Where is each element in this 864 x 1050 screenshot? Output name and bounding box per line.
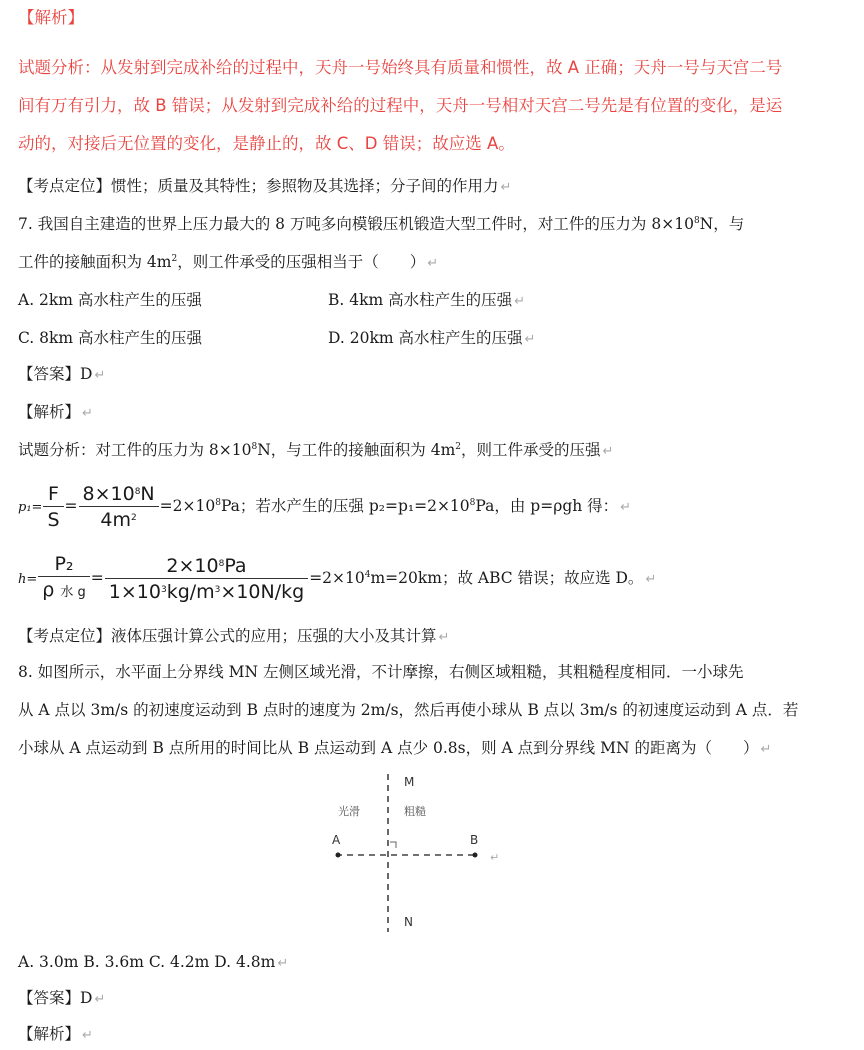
return-mark-icon: ↵ bbox=[645, 572, 657, 587]
q8-diagram bbox=[320, 770, 500, 940]
fraction-force-over-area: $\frac{8\times 10^8N}{4m^2}$ bbox=[79, 482, 159, 533]
analysis-text-line-3: 动的，对接后无位置的变化，是静止的，故 C、D 错误；故应选 A。 bbox=[18, 134, 515, 153]
return-mark-icon: ↵ bbox=[500, 180, 512, 195]
q7-stem-line-1: 7. 我国自主建造的世界上压力最大的 8 万吨多向模锻压机锻造大型工件时，对工件的压力为 $8\times 10^8N$，与 bbox=[18, 215, 745, 233]
q7-option-b: B. 4km 高水柱产生的压强 bbox=[328, 291, 513, 309]
return-mark-icon: ↵ bbox=[602, 444, 614, 459]
q7-option-c: C. 8km 高水柱产生的压强 bbox=[18, 329, 203, 347]
fraction-p2-over-rho-g: $\frac{\text{P₂}}{\text{ρ 水 g}}$ bbox=[38, 552, 90, 606]
knowledge-point-prev: 【考点定位】惯性；质量及其特性；参照物及其选择；分子间的作用力 ↵ bbox=[18, 177, 512, 195]
label-b: B bbox=[470, 833, 479, 847]
return-mark-icon: ↵ bbox=[94, 992, 106, 1007]
q8-options: A. 3.0m B. 3.6m C. 4.2m D. 4.8m ↵ bbox=[18, 953, 289, 971]
q8-stem-line-3: 小球从 A 点运动到 B 点所用的时间比从 B 点运动到 A 点少 0.8s，则 A 点到分界线 MN 的距离为（ ） ↵ bbox=[18, 739, 772, 757]
q8-analysis-heading: 【解析】 ↵ bbox=[18, 1025, 93, 1043]
return-mark-icon: ↵ bbox=[514, 294, 526, 309]
q8-answer: 【答案】D ↵ bbox=[18, 989, 106, 1007]
q7-formula-height: h= $\frac{\text{P₂}}{\text{ρ 水 g}}$ = $\frac{2\times 10^8Pa}{1\times 10^3kg/m^3\times 10N/kg}$ $=2\times 10^4m=20km$；故 ABC 错误；故应选 D。 ↵ bbox=[18, 548, 656, 610]
q7-option-d: D. 20km 高水柱产生的压强 bbox=[328, 329, 523, 347]
q8-stem-line-1: 8. 如图所示，水平面上分界线 MN 左侧区域光滑，不计摩擦，右侧区域粗糙，其粗糙程度相同．一小球先 bbox=[18, 663, 744, 681]
return-mark-icon: ↵ bbox=[94, 368, 106, 383]
q7-stem-line-2: 工件的接触面积为 $4m^2$，则工件承受的压强相当于（ ） ↵ bbox=[18, 253, 439, 271]
return-mark-icon: ↵ bbox=[438, 630, 450, 645]
q8-stem-line-2: 从 A 点以 3m/s 的初速度运动到 B 点时的速度为 2m/s，然后再使小球从 B 点以 3m/s 的初速度运动到 A 点．若 bbox=[18, 701, 799, 719]
fraction-f-over-s: $\frac{F}{S}$ bbox=[43, 482, 63, 533]
return-mark-icon: ↵ bbox=[620, 500, 632, 515]
q7-formula-pressure: p₁= $\frac{F}{S}$ = $\frac{8\times 10^8N}{4m^2}$ $=2\times 10^8Pa$；若水产生的压强 $p_2=p_1=2\times 10^8Pa$，由 p=ρgh 得： ↵ bbox=[18, 482, 632, 531]
label-n: N bbox=[404, 915, 413, 929]
analysis-text-line-1: 试题分析：从发射到完成补给的过程中，天舟一号始终具有质量和惯性，故 A 正确；天舟一号与天宫二号 bbox=[18, 58, 783, 77]
return-mark-icon: ↵ bbox=[427, 256, 439, 271]
point-a-dot bbox=[336, 853, 341, 858]
q7-option-a: A. 2km 高水柱产生的压强 bbox=[18, 291, 202, 309]
return-mark-icon: ↵ bbox=[277, 956, 289, 971]
q7-analysis-text: 试题分析：对工件的压力为 $8\times 10^8N$，与工件的接触面积为 $4m^2$，则工件承受的压强 ↵ bbox=[18, 441, 614, 459]
analysis-heading-prev: 【解析】 bbox=[18, 8, 84, 27]
return-mark-icon: ↵ bbox=[490, 851, 500, 864]
fraction-pressure-over-rho-g: $\frac{2\times 10^8Pa}{1\times 10^3kg/m^3\times 10N/kg}$ bbox=[105, 554, 308, 605]
q7-options-row-1 bbox=[18, 288, 525, 314]
q7-analysis-heading: 【解析】 ↵ bbox=[18, 403, 93, 421]
point-b-dot bbox=[473, 853, 478, 858]
q7-options-row-2 bbox=[18, 326, 535, 352]
label-a: A bbox=[332, 833, 341, 847]
q8-diagram-svg bbox=[320, 770, 500, 940]
right-angle-mark bbox=[390, 842, 396, 848]
label-rough-region: 粗糙 bbox=[404, 805, 426, 818]
return-mark-icon: ↵ bbox=[82, 1028, 93, 1043]
label-m: M bbox=[404, 775, 415, 789]
analysis-text-line-2: 间有万有引力，故 B 错误；从发射到完成补给的过程中，天舟一号相对天宫二号先是有位置的变化，是运 bbox=[18, 96, 783, 115]
q7-knowledge-point: 【考点定位】液体压强计算公式的应用；压强的大小及其计算 ↵ bbox=[18, 627, 450, 645]
return-mark-icon: ↵ bbox=[760, 742, 772, 757]
q7-answer: 【答案】D ↵ bbox=[18, 365, 106, 383]
label-smooth-region: 光滑 bbox=[338, 805, 360, 818]
return-mark-icon: ↵ bbox=[82, 406, 93, 421]
return-mark-icon: ↵ bbox=[524, 332, 536, 347]
